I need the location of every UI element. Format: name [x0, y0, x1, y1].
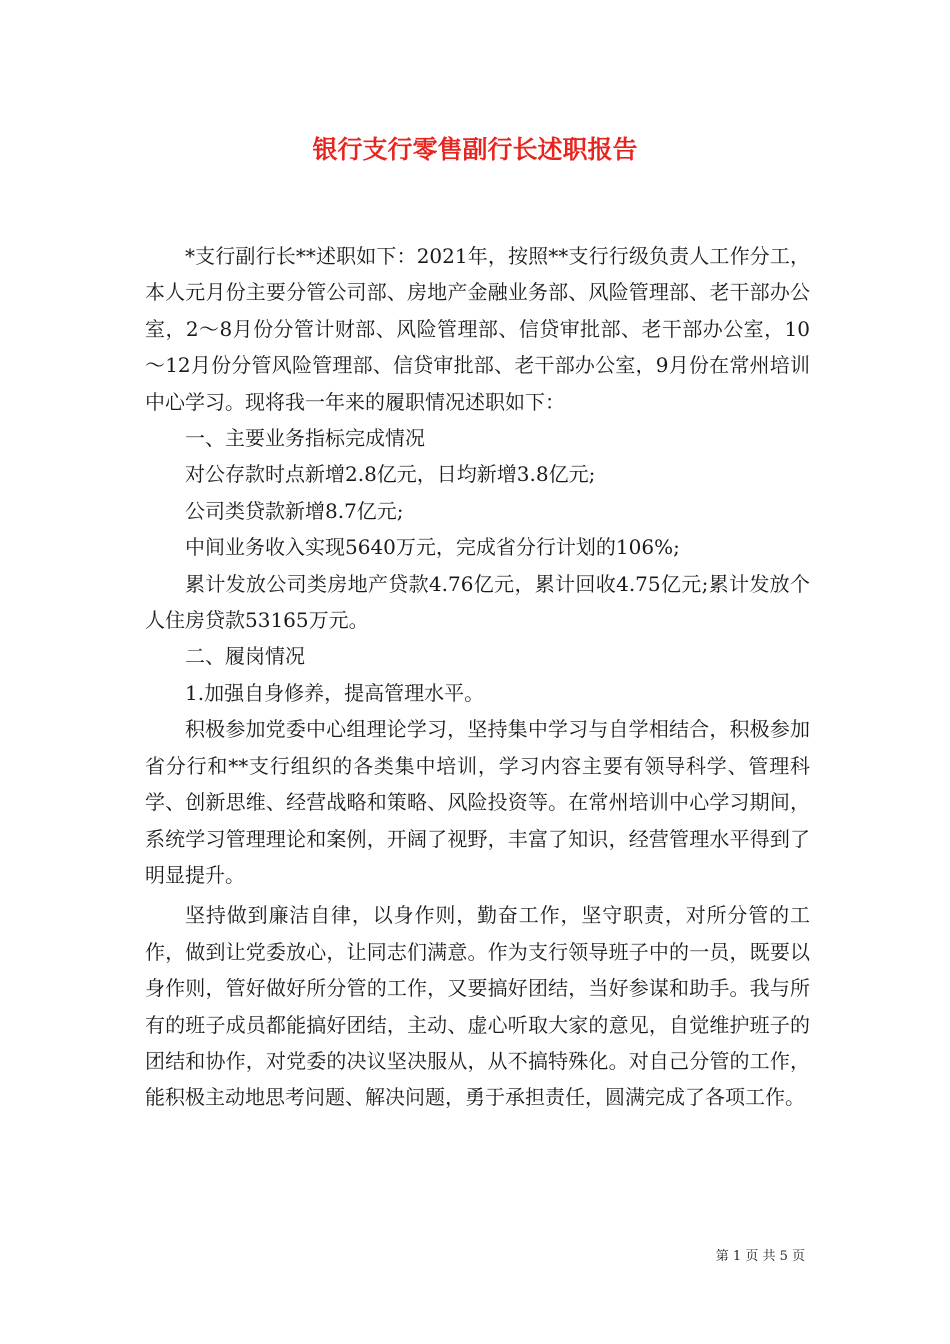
- list-item: 对公存款时点新增2.8亿元，日均新增3.8亿元;: [185, 462, 596, 487]
- list-item: 中间业务收入实现5640万元，完成省分行计划的106%;: [185, 535, 680, 560]
- section-heading-1: 一、主要业务指标完成情况: [185, 426, 425, 451]
- document-title: 银行支行零售副行长述职报告: [312, 135, 638, 164]
- body-paragraph: 坚持做到廉洁自律，以身作则，勤奋工作，坚守职责，对所分管的工作，做到让党委放心，让同志们满意。作为支行领导班子中的一员，既要以身作则，管好做好所分管的工作，又要搞好团结，当好参谋和助手。我与所有的班子成员都能搞好团结，主动、虚心听取大家的意见，自觉维护班子的团结和协作，对党委的决议坚决服从，从不搞特殊化。对自己分管的工作，能积极主动地思考问题、解决问题，勇于承担责任，圆满完成了各项工作。: [145, 903, 810, 1110]
- list-item: 累计发放公司类房地产贷款4.76亿元，累计回收4.75亿元;累计发放个人住房贷款53165万元。: [145, 571, 810, 633]
- intro-paragraph: *支行副行长**述职如下：2021年，按照**支行行级负责人工作分工，本人元月份主要分管公司部、房地产金融业务部、风险管理部、老干部办公室，2～8月份分管计财部、风险管理部、信贷审批部、老干部办公室，10～12月份分管风险管理部、信贷审批部、老干部办公室，9月份在常州培训中心学习。现将我一年来的履职情况述职如下：: [145, 244, 810, 414]
- document-body: [145, 238, 810, 1116]
- section-heading-2: 二、履岗情况: [185, 644, 305, 669]
- body-paragraph: 积极参加党委中心组理论学习，坚持集中学习与自学相结合，积极参加省分行和**支行组织的各类集中培训，学习内容主要有领导科学、管理科学、创新思维、经营战略和策略、风险投资等。在常州培训中心学习期间，系统学习管理理论和案例，开阔了视野，丰富了知识，经营管理水平得到了明显提升。: [145, 717, 810, 887]
- list-item: 公司类贷款新增8.7亿元;: [185, 498, 404, 523]
- page-number: 第 1 页 共 5 页: [715, 1249, 805, 1264]
- subsection-heading: 1.加强自身修养，提高管理水平。: [185, 680, 485, 705]
